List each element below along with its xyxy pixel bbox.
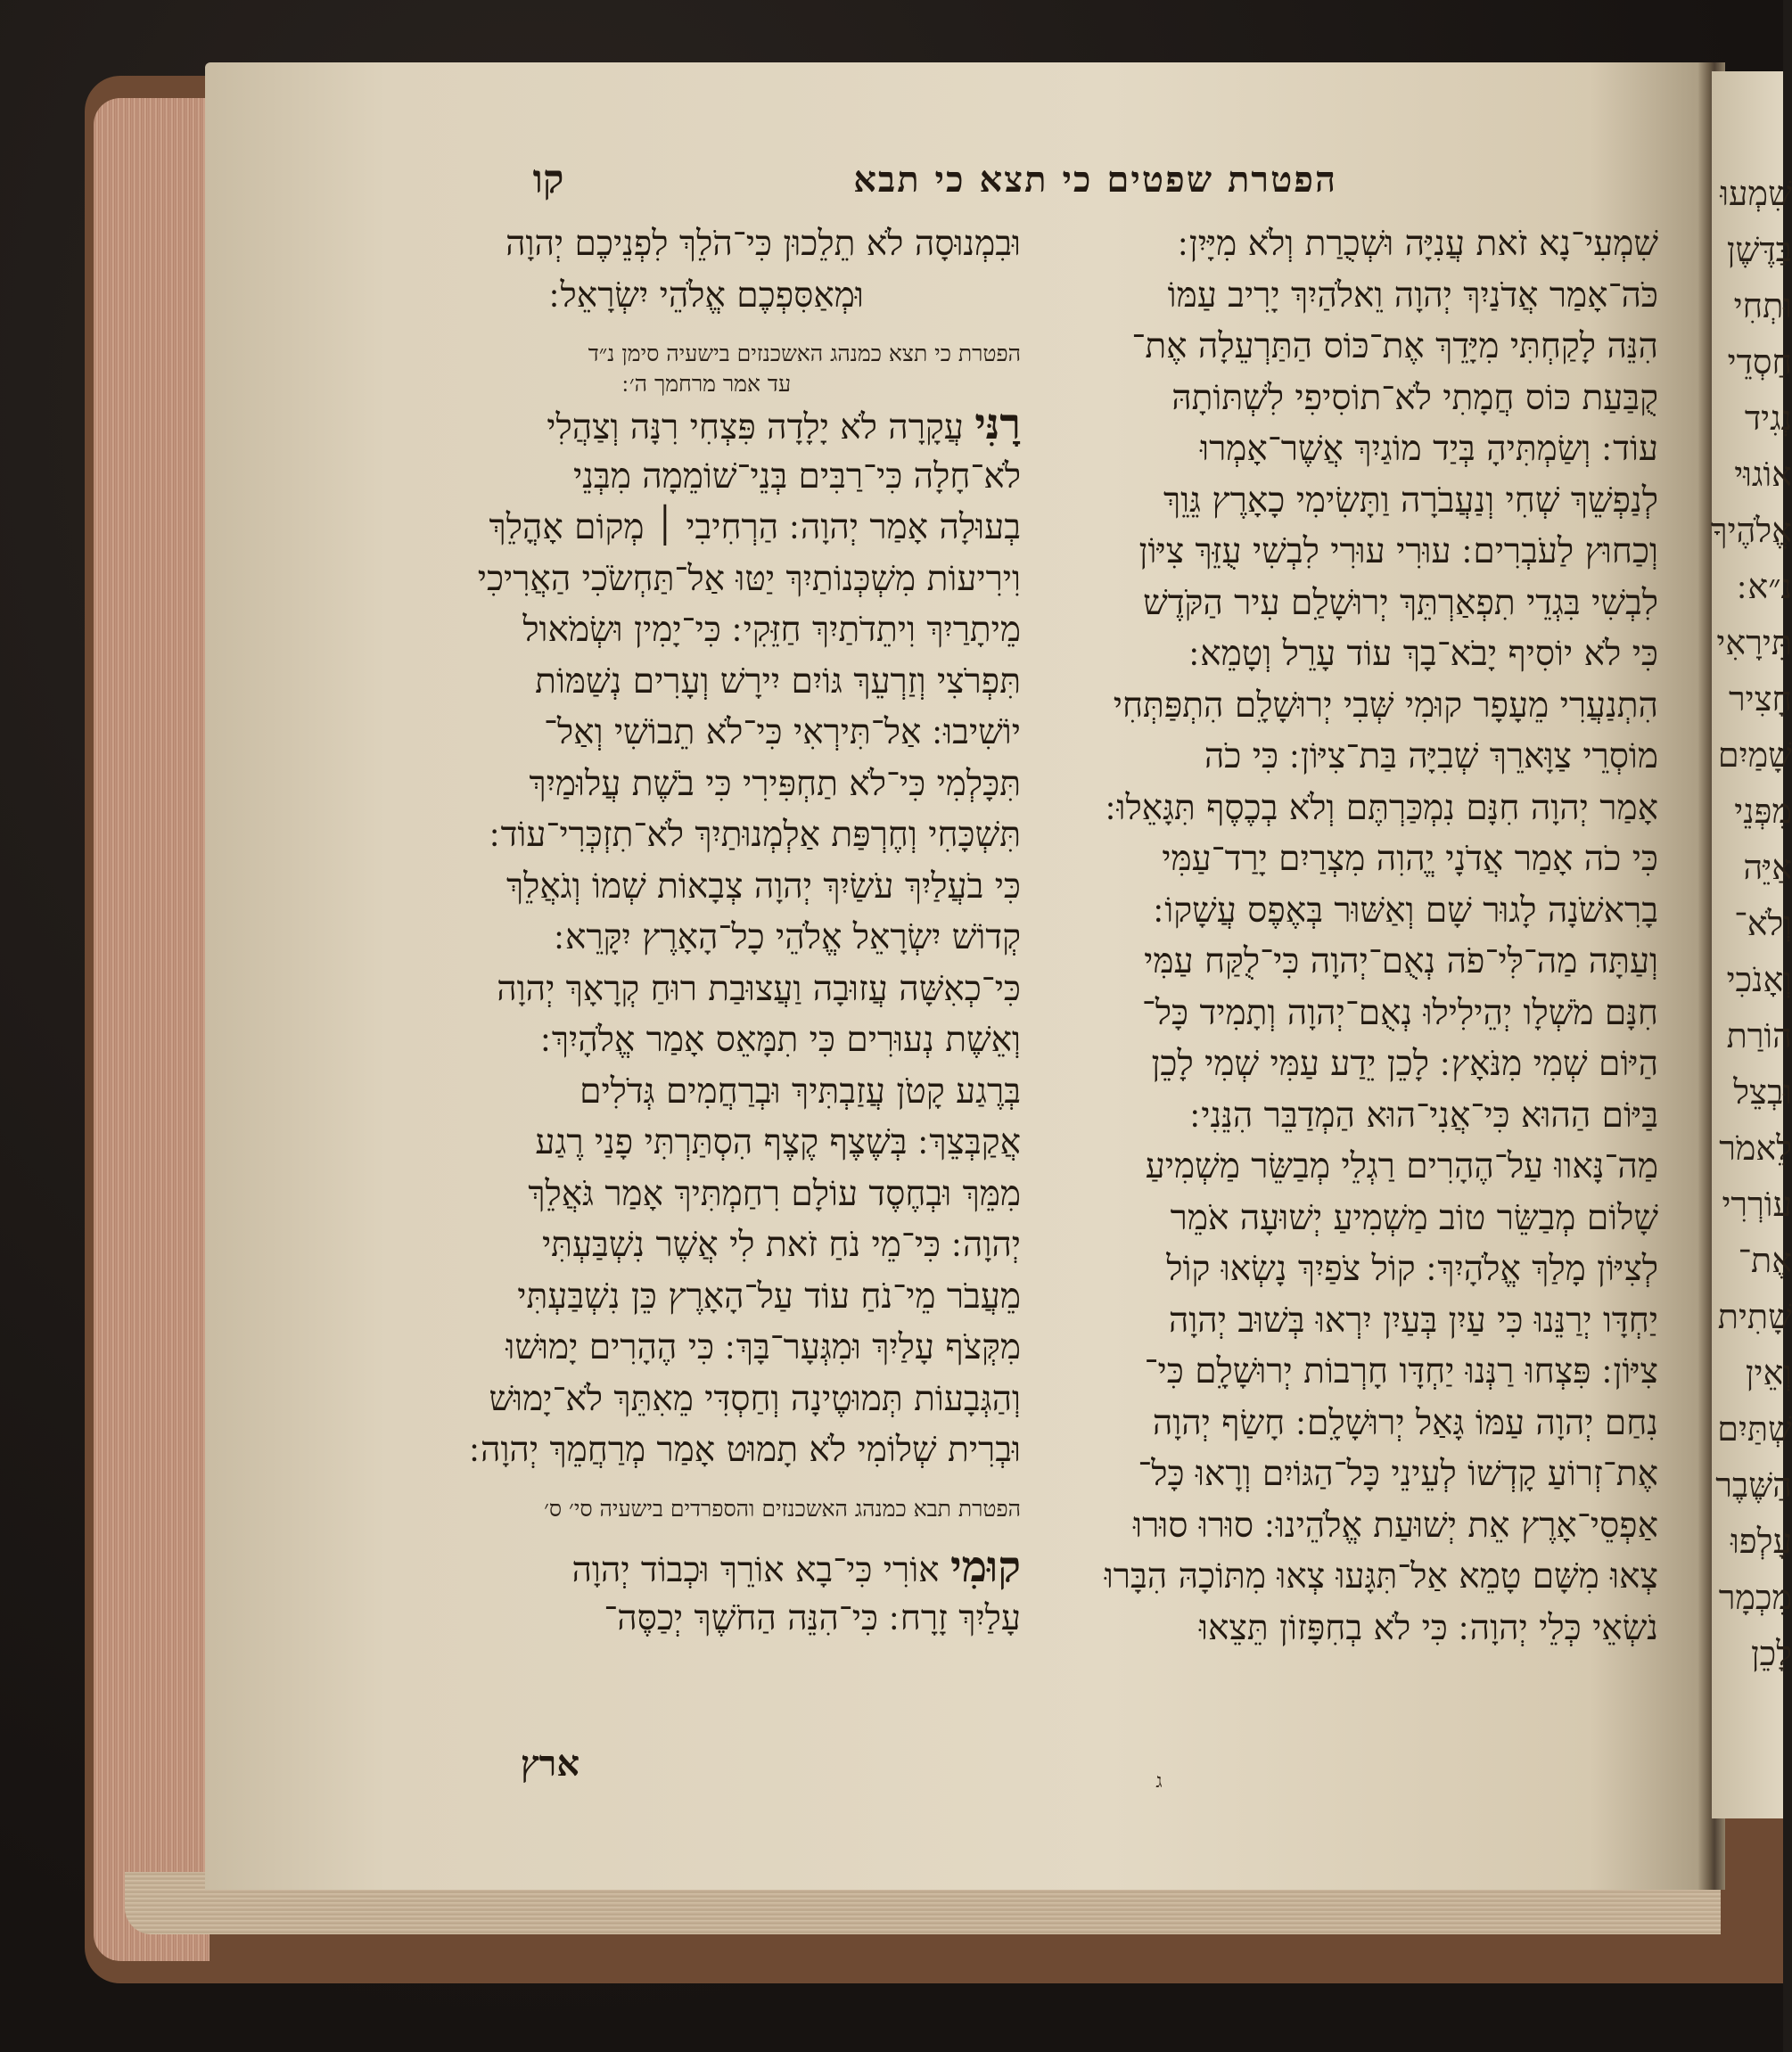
haftarah-heading-note: הפטרת תבא כמנהג האשכנזים והספרדים בישעיה סי׳ ס׳ [544, 1495, 1021, 1522]
text-line: לִבְשִׁי בִּגְדֵי תִפְאַרְתֵּךְ יְרוּשָׁלִַם עִיר הַקֹּדֶשׁ [1143, 582, 1658, 623]
facing-page-line: שָׁתִית [1717, 1297, 1792, 1336]
text-line: הִתְנַעֲרִי מֵעָפָר קוּמִי שְּׁבִי יְרוּשָׁלִָם הִתְפַּתְּחִי [1113, 685, 1658, 726]
text-column-left [392, 218, 1021, 1645]
facing-page-line: וּבְצֵל [1733, 1072, 1792, 1112]
text-line: מִמֵּךְ וּבְחֶסֶד עוֹלָם רִחַמְתִּיךְ אָמַר גֹּאֲלֵךְ [528, 1173, 1021, 1214]
facing-page-line: אוֹגוּי [1734, 455, 1792, 494]
text-line: בַּיּוֹם הַהוּא כִּי־אֲנִי־הוּא הַמְדַבֵּר הִנֵּנִי ׃ [1189, 1095, 1658, 1136]
text-line: וּבְרִית שְׁלוֹמִי לֹא תָמוּט אָמַר מְרַחֲמֵךְ יְהוָה ׃ [469, 1430, 1021, 1470]
facing-page-line: וּתְחִי [1733, 286, 1792, 325]
text-line-rest: עֲקָרָה לֹא יָלָדָה פִּצְחִי רִנָּה וְצַהֲלִי [547, 407, 964, 447]
text-block [392, 451, 1021, 1476]
text-line: תִּשְׁכָּחִי וְחֶרְפַּת אַלְמְנוּתַיִךְ לֹא־תִזְכְּרִי־עוֹד ׃ [489, 815, 1021, 855]
text-line: וְאֵשֶׁת נְעוּרִים כִּי תִמָּאֵס אָמַר אֱלֹהָיִךְ ׃ [540, 1020, 1021, 1060]
text-line: בָרִאשֹׁנָה לָגוּר שָׁם וְאַשּׁוּר בְּאֶפֶס עֲשָׁקוֹ ׃ [1153, 890, 1658, 931]
catchword: ארץ [520, 1743, 580, 1785]
text-line: מוֹסְרֵי צַוָּארֵךְ שְׁבִיָּה בַּת־צִיּוֹן ׃ כִּי כֹה [1204, 736, 1658, 776]
text-line: צִיּוֹן ׃ פִּצְחוּ רַנְּנוּ יַחְדָּו חָרְבוֹת יְרוּשָׁלִָם כִּי־ [1144, 1351, 1658, 1391]
running-title: הפטרת שפטים כי תצא כי תבא [853, 159, 1337, 201]
section-spacer [392, 1524, 1021, 1542]
text-line: עָלַיִךְ זָרָח ׃ כִּי־הִנֵּה הַחֹשֶׁךְ יְכַסֶּה־ [604, 1598, 1021, 1638]
facing-page-line: וְלֹא־ [1734, 904, 1792, 943]
text-block [392, 1593, 1021, 1645]
facing-page-line: שִׁמְעוּ [1720, 174, 1792, 213]
text-line: קְדוֹשׁ יִשְׂרָאֵל אֱלֹהֵי כָל־הָאָרֶץ יִקָּרֵא ׃ [554, 917, 1021, 957]
facing-page-line: הַשֶּׁבֶר [1715, 1465, 1792, 1505]
text-line: יוֹשִׁיבוּ ׃ אַל־תִּירְאִי כִּי־לֹא תֵבוֹשִׁי וְאַל־ [544, 712, 1021, 752]
text-line: וּמְאַסִּפְכֶם אֱלֹהֵי יִשְׂרָאֵל ׃ [549, 275, 864, 316]
facing-page-line: וְאֵין [1745, 1353, 1792, 1392]
text-line: נִחַם יְהוָה עַמּוֹ גָּאַל יְרוּשָׁלִָם ׃ חָשַׂף יְהוָה [1152, 1402, 1658, 1443]
text-line: בְעוּלָה אָמַר יְהוָה ׃ הַרְחִיבִי ׀ מְקוֹם אָהֳלֵךְ [489, 507, 1021, 547]
facing-page-line: בַּדֶּשֶׁן [1726, 230, 1792, 269]
facing-page-line: לֵאמֹר [1719, 1129, 1792, 1168]
facing-page-line: עוֹרְרִי [1722, 1185, 1792, 1224]
page-edges [94, 98, 210, 1961]
text-line: בְּרֶגַע קָטֹן עֲזַבְתִּיךְ וּבְרַחֲמִים גְּדֹלִים [580, 1071, 1021, 1112]
text-line-first [392, 399, 1021, 451]
section-spacer [392, 321, 1021, 339]
facing-page-line: מִפְּנֵי [1734, 792, 1792, 831]
facing-page-line: שְׁתַּיִם [1717, 1409, 1792, 1449]
facing-page-line: אֶת־ [1738, 1241, 1792, 1280]
text-line: לֹא־חָלָה כִּי־רַבִּים בְּנֵי־שׁוֹמֵמָה מִבְּנֵי [573, 456, 1021, 497]
text-line: שִׁמְעִי־נָא זֹאת עֲנִיָּה וּשְׁכֻרַת וְלֹא מִיָּיִן ׃ [1178, 224, 1658, 264]
text-line: מֵיתָרַיִךְ וִיתֵדֹתַיִךְ חַזֵּקִי ׃ כִּי־יָמִין וּשְׂמֹאול [522, 610, 1021, 650]
text-line: וְהַגְּבָעוֹת תְּמוּטֶינָה וְחַסְדִּי מֵאִתֵּךְ לֹא־יָמוּשׁ [489, 1378, 1021, 1419]
section-spacer [392, 1476, 1021, 1494]
text-line: כִּי לֹא יוֹסִיף יָבֹא־בָךְ עוֹד עָרֵל וְטָמֵא ׃ [1188, 634, 1658, 674]
text-line: קֻבַּעַת כּוֹס חֲמָתִי לֹא־תוֹסִיפִי לִשְׁתּוֹתָהּ [1171, 377, 1658, 418]
facing-page-line: אַיֵּה [1743, 848, 1792, 887]
text-line: תִּכָּלְמִי כִּי־לֹא תַחְפִּירִי כִּי בֹשֶׁת עֲלוּמַיִךְ [529, 763, 1021, 804]
facing-page-line: הוֹרַת [1726, 1016, 1792, 1055]
text-line: עוֹד ׃ וְשַׂמְתִּיהָ בְּיַד מוֹגַיִךְ אֲשֶׁר־אָמְרוּ [1200, 429, 1658, 469]
text-line: אֶת־זְרוֹעַ קָדְשׁוֹ לְעֵינֵי כָּל־הַגּוֹיִם וְרָאוּ כָּל־ [1138, 1454, 1658, 1494]
text-line: תִּפְרֹצִי וְזַרְעֵךְ גּוֹיִם יִירָשׁ וְעָרִים נְשַׁמּוֹת [535, 661, 1021, 702]
text-line: אָמַר יְהוָה חִנָּם נִמְכַּרְתֶּם וְלֹא בְכֶסֶף תִּגָּאֵלוּ ׃ [1106, 787, 1658, 828]
text-line: צְאוּ מִשָּׁם טָמֵא אַל־תִּגָּעוּ צְאוּ מִתּוֹכָהּ הִבָּרוּ [1104, 1556, 1658, 1596]
facing-page-line: אֱלֹהֶיךָ [1710, 511, 1792, 550]
facing-page-line: וְאָנֹכִי [1726, 960, 1792, 999]
text-line: שָׁלוֹם מְבַשֵּׂר טוֹב מַשְׁמִיעַ יְשׁוּעָה אֹמֵר [1170, 1197, 1658, 1238]
text-column-right [1074, 218, 1658, 1654]
text-line: לְנַפְשֵׁךְ שְׁחִי וְנַעֲבֹרָה וַתָּשִׂימִי כָאָרֶץ גֵּוֵךְ [1163, 480, 1658, 521]
text-line: כִּי־כְאִשָּׁה עֲזוּבָה וַעֲצוּבַת רוּחַ קְרָאָךְ יְהוָה [497, 968, 1021, 1009]
text-line-first [392, 1542, 1021, 1594]
text-line: וְעַתָּה מַה־לִּי־פֹה נְאֻם־יְהוָה כִּי־לֻקַּח עַמִּי [1144, 941, 1658, 981]
text-line: מִקְּצֹף עָלַיִךְ וּמִגְּעָר־בָּךְ ׃ כִּי הֶהָרִים יָמוּשׁוּ [506, 1327, 1021, 1367]
facing-page-line: נ״א ׃ [1737, 567, 1792, 606]
text-line: כֹּה־אָמַר אֲדֹנַיִךְ יְהוָה וֵאלֹהַיִךְ יָרִיב עַמּוֹ [1167, 275, 1658, 316]
text-line: לְצִיּוֹן מָלַךְ אֱלֹהָיִךְ ׃ קוֹל צֹפַיִךְ נָשְׂאוּ קוֹל [1166, 1249, 1658, 1289]
text-line: נֹשְׂאֵי כְּלֵי יְהוָה ׃ כִּי לֹא בְחִפָּזוֹן תֵּצֵאוּ [1199, 1607, 1658, 1648]
facing-page-line: חָצִיר [1728, 679, 1792, 718]
facing-page-line: נְגִיד [1744, 398, 1792, 438]
facing-page-line: מִכְמָר [1718, 1578, 1792, 1617]
facing-page-fragment [1710, 71, 1792, 1818]
text-line: חִנָּם מֹשְׁלָו יְהֵילִילוּ נְאֻם־יְהוָה וְתָמִיד כָּל־ [1141, 992, 1658, 1033]
text-line: הִנֵּה לָקַחְתִּי מִיָּדֵךְ אֶת־כּוֹס הַתַּרְעֵלָה אֶת־ [1131, 326, 1658, 366]
signature-mark: ג [1155, 1770, 1163, 1793]
folio-number: קו [532, 157, 564, 202]
text-line: אַפְסֵי־אָרֶץ אֵת יְשׁוּעַת אֱלֹהֵינוּ ׃ סוּרוּ סוּרוּ [1133, 1505, 1658, 1546]
text-line: כִּי בֹעֲלַיִךְ עֹשַׂיִךְ יְהוָה צְבָאוֹת שְׁמוֹ וְגֹאֲלֵךְ [506, 866, 1021, 907]
text-line: הַיּוֹם שְׁמִי מִנֹּאָץ ׃ לָכֵן יֵדַע עַמִּי שְׁמִי לָכֵן [1151, 1044, 1658, 1084]
haftarah-heading-note: הפטרת כי תצא כמנהג האשכנזים בישעיה סימן נ״ד [588, 341, 1021, 366]
text-line: כִּי כֹה אָמַר אֲדֹנָי יֱהוִה מִצְרַיִם יָרַד־עַמִּי [1162, 839, 1658, 879]
facing-page-line: שָׁמַיִם [1717, 735, 1792, 775]
text-line: יַחְדָּו יְרַנֵּנוּ כִּי עַיִן בְּעַיִן יִרְאוּ בְּשׁוּב יְהוָה [1168, 1300, 1658, 1341]
text-line: וּבִמְנוּסָה לֹא תֵלֵכוּן כִּי־הֹלֵךְ לִפְנֵיכֶם יְהוָה [506, 224, 1021, 264]
text-line: יְהוָה ׃ כִּי־מֵי נֹחַ זֹאת לִי אֲשֶׁר נִשְׁבַּעְתִּי [541, 1225, 1021, 1265]
text-line: מַה־נָּאווּ עַל־הֶהָרִים רַגְלֵי מְבַשֵּׂר מַשְׁמִיעַ [1145, 1146, 1658, 1186]
facing-page-line: תִּירָאִי [1716, 623, 1792, 662]
text-line-rest: אוֹרִי כִּי־בָא אוֹרֵךְ וּכְבוֹד יְהוָה [571, 1549, 940, 1590]
text-line: מֵעֲבֹר מֵי־נֹחַ עוֹד עַל־הָאָרֶץ כֵּן נִשְׁבַּעְתִּי [517, 1276, 1021, 1317]
facing-page-line: לָכֵן [1750, 1634, 1792, 1673]
haftarah-heading-note: עד אמר מרחמך ה׳ ׃ [621, 371, 792, 397]
facing-page-line: עָלְפוּ [1730, 1522, 1792, 1561]
text-line: וִירִיעוֹת מִשְׁכְּנוֹתַיִךְ יַטּוּ אַל־תַּחְשֹׂכִי הַאֲרִיכִי [477, 558, 1021, 599]
opening-word: קוּמִי [949, 1541, 1021, 1592]
facing-page-line: חַסְדֵי [1727, 342, 1792, 382]
text-line: אֲקַבְּצֵךְ ׃ בְּשֶׁצֶף קֶצֶף הִסְתַּרְתִּי פָנַי רֶגַע [535, 1122, 1021, 1162]
text-line: וְכַחוּץ לַעֹבְרִים ׃ עוּרִי עוּרִי לִבְשִׁי עֻזֵּךְ צִיּוֹן [1138, 531, 1658, 571]
opening-word: רָנִּי [974, 399, 1021, 449]
